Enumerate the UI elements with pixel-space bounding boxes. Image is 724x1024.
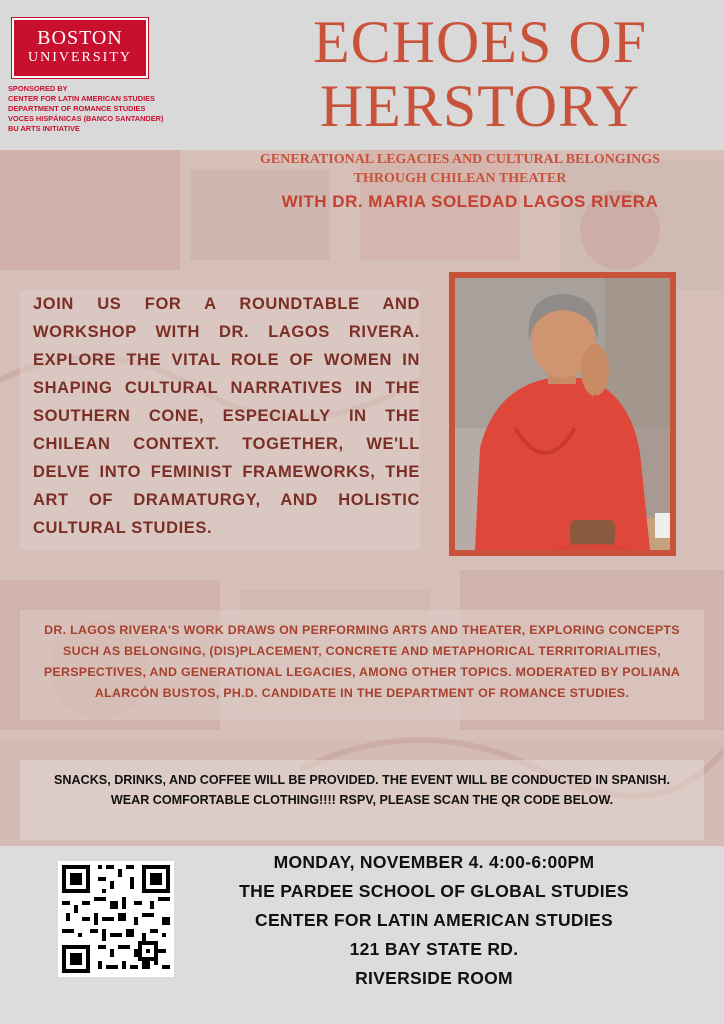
bio-paragraph: DR. LAGOS RIVERA'S WORK DRAWS ON PERFORMING ARTS AND THEATER, EXPLORING CONCEPTS SUCH AS BELONGING, (DIS)PLACEMENT, CONCRETE AND METAPHORICAL TERRITORIALITIES, PERSPECTIVES, AND GENERATIONAL LEGACIES, AMONG OTHER TOPICS. MODERATED BY POLIANA ALARCÓN BUSTOS, PH.D. CANDIDATE IN THE DEPARTMENT OF ROMANCE STUDIES. (43, 623, 681, 700)
event-center: CENTER FOR LATIN AMERICAN STUDIES (255, 910, 613, 930)
logistics-line-2: WEAR COMFORTABLE CLOTHING!!!! RSPV, PLEASE SCAN THE QR CODE BELOW. (110, 793, 614, 807)
event-room: RIVERSIDE ROOM (355, 968, 513, 988)
sponsor-item: BU ARTS INITIATIVE (8, 124, 80, 133)
title-line-1: ECHOES OF (312, 9, 648, 75)
sponsor-item: DEPARTMENT OF ROMANCE STUDIES (8, 104, 146, 113)
logistics-line-1: SNACKS, DRINKS, AND COFFEE WILL BE PROVIDED. THE EVENT WILL BE CONDUCTED IN SPANISH. (54, 773, 670, 787)
event-school: THE PARDEE SCHOOL OF GLOBAL STUDIES (239, 881, 629, 901)
subtitle-line-2: THROUGH CHILEAN THEATER (353, 171, 567, 186)
qr-code-icon (58, 861, 174, 977)
sponsors-heading: SPONSORED BY (8, 84, 68, 93)
sponsor-item: CENTER FOR LATIN AMERICAN STUDIES (8, 94, 155, 103)
sponsor-item: VOCES HISPÁNICAS (BANCO SANTANDER) (8, 114, 164, 123)
event-details (200, 848, 668, 993)
logistics-notice (40, 770, 684, 810)
event-subtitle (210, 150, 710, 188)
rsvp-qr-code[interactable] (58, 861, 174, 977)
subtitle-line-1: GENERATIONAL LEGACIES AND CULTURAL BELONGINGS (260, 152, 660, 167)
event-datetime: MONDAY, NOVEMBER 4. 4:00-6:00PM (273, 852, 595, 872)
speaker-name: WITH DR. MARIA SOLEDAD LAGOS RIVERA (281, 192, 659, 211)
speaker-photo (455, 278, 670, 550)
title-line-2: HERSTORY (319, 73, 641, 139)
event-title (240, 10, 720, 138)
speaker-photo-frame (449, 272, 676, 556)
boston-university-logo (12, 18, 148, 78)
logo-line-1: BOSTON (37, 27, 123, 49)
logo-line-2: UNIVERSITY (28, 50, 132, 65)
event-address: 121 BAY STATE RD. (349, 939, 519, 959)
sponsors-list (8, 84, 218, 134)
intro-paragraph: JOIN US FOR A ROUNDTABLE AND WORKSHOP WITH DR. LAGOS RIVERA. EXPLORE THE VITAL ROLE OF WOMEN IN SHAPING CULTURAL NARRATIVES IN THE SOUTHERN CONE, ESPECIALLY IN THE CHILEAN CONTEXT. TOGETHER, WE'LL DELVE INTO FEMINIST FRAMEWORKS, THE ART OF DRAMATURGY, AND HOLISTIC CULTURAL STUDIES. (33, 295, 420, 537)
